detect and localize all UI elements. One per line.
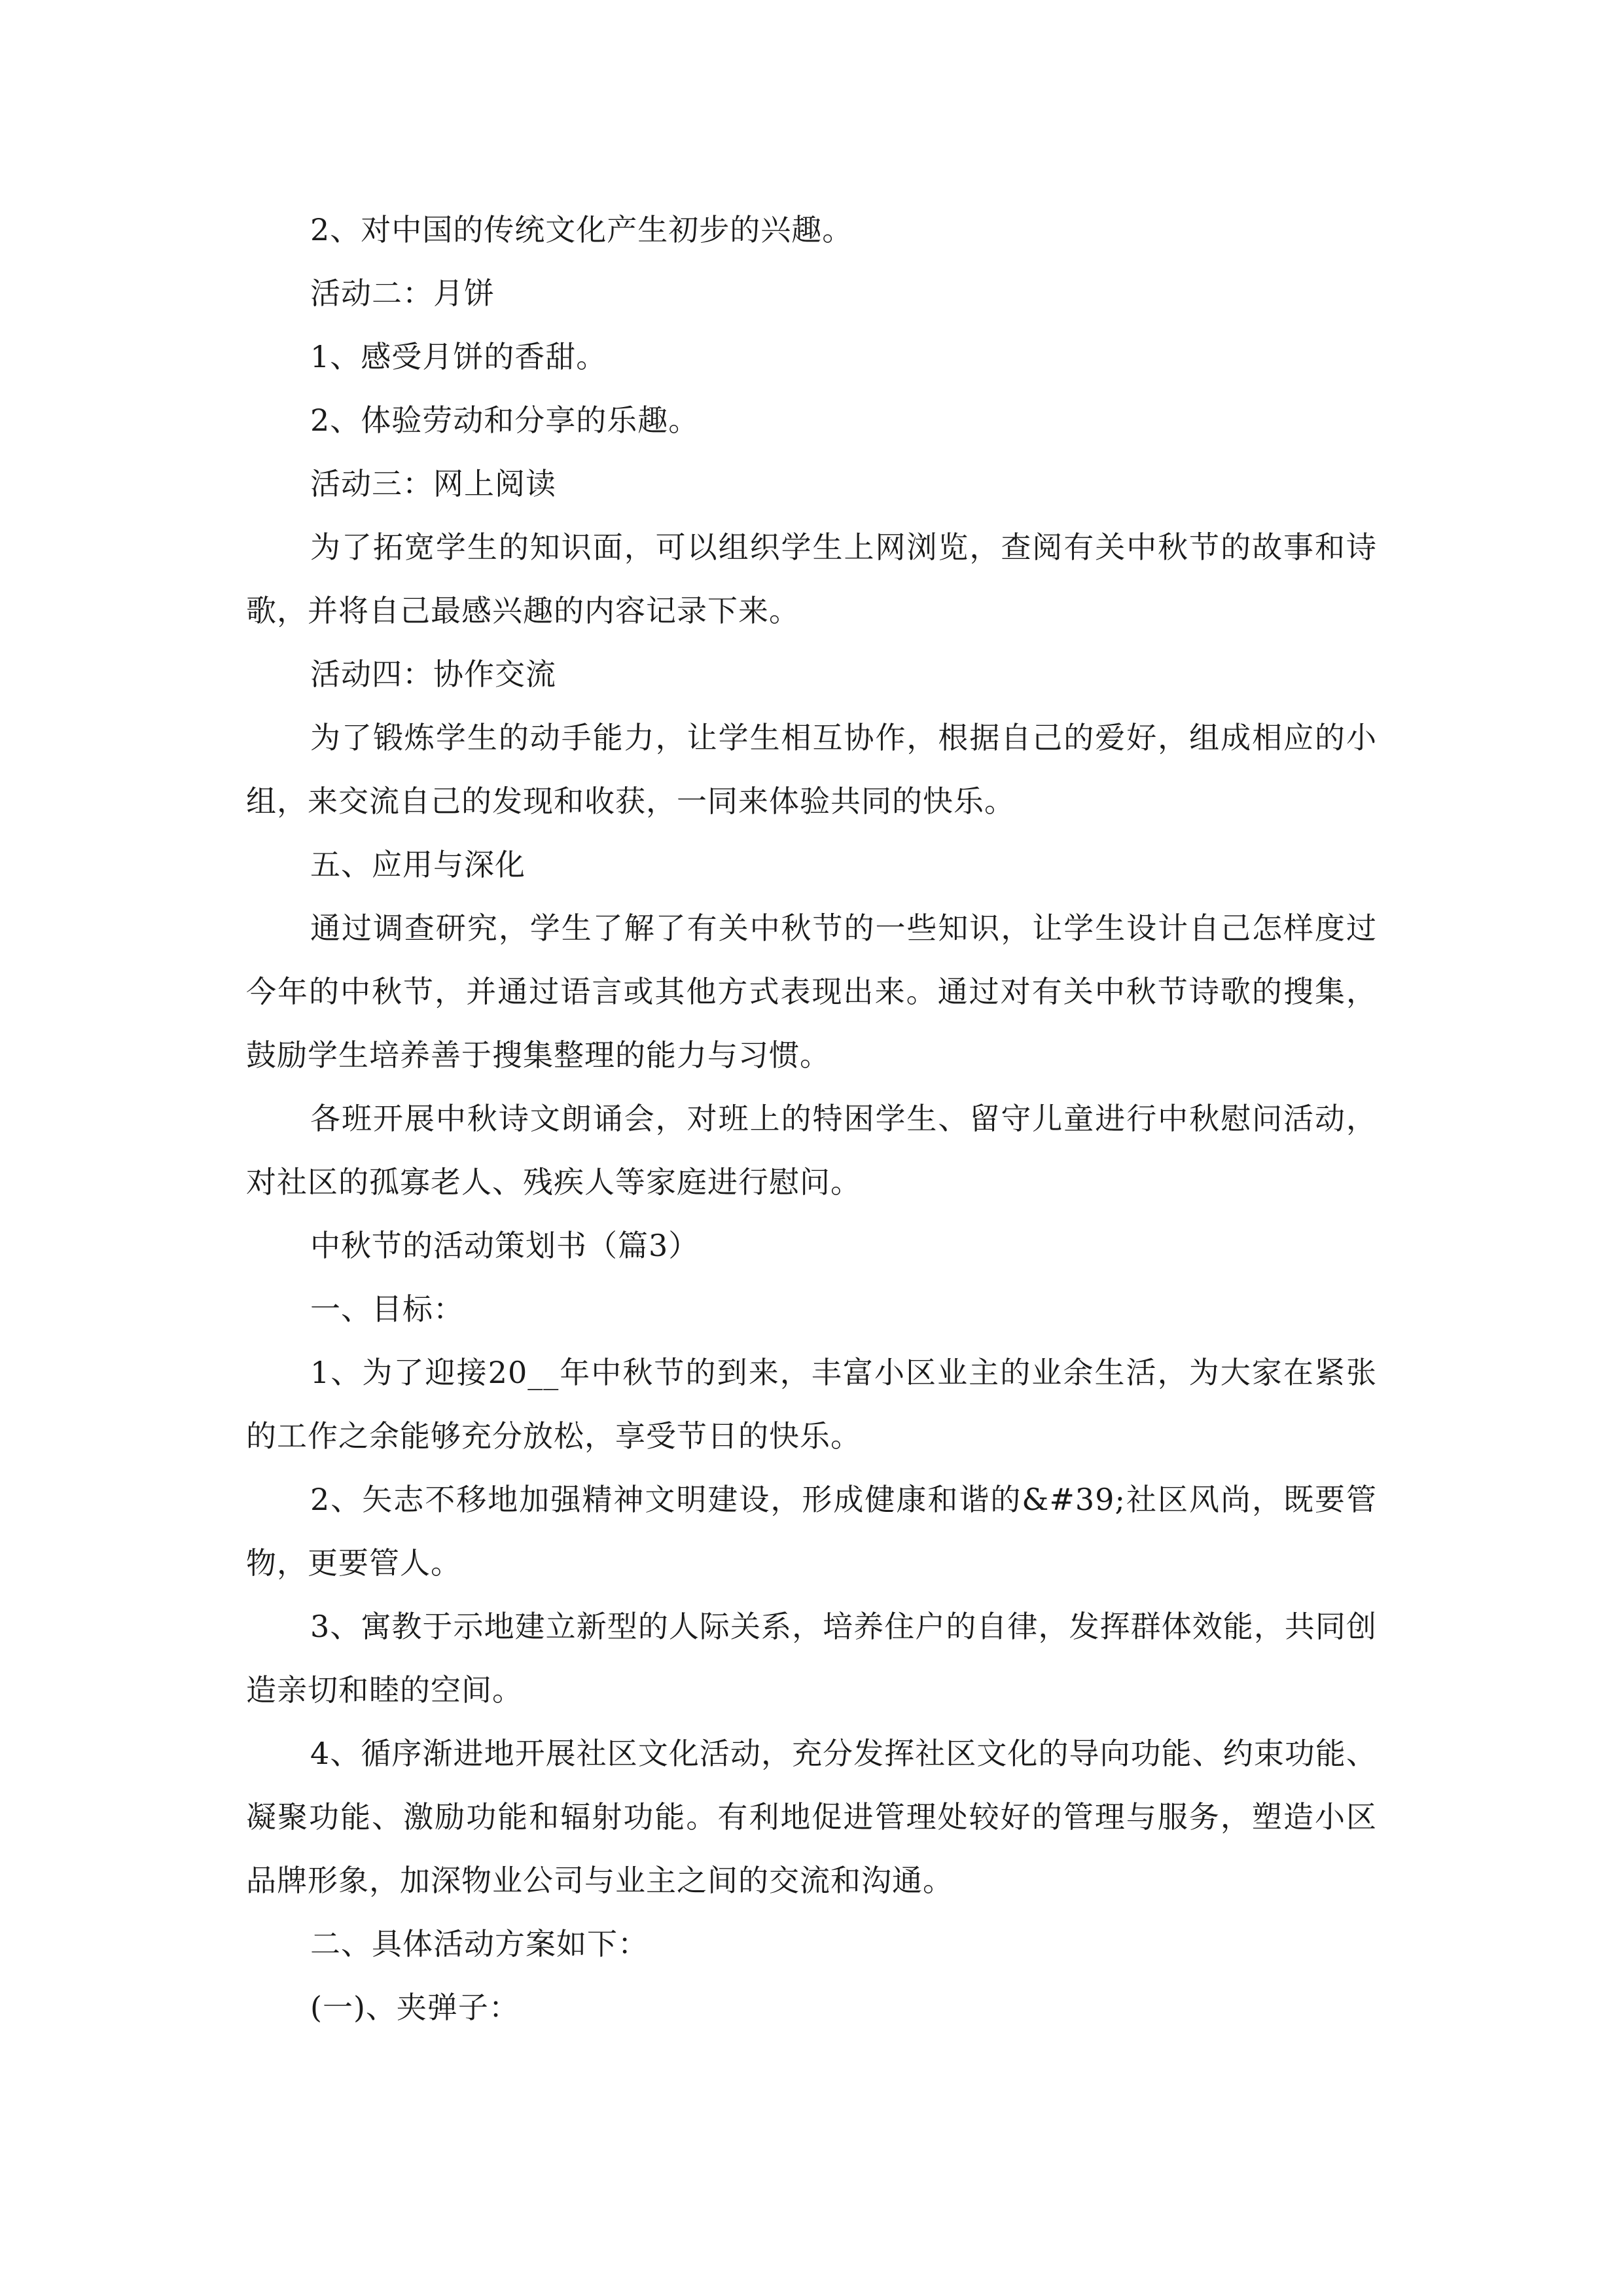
paragraph-13: 一、目标： — [310, 1291, 464, 1327]
paragraph-9: 五、应用与深化 — [310, 847, 526, 882]
paragraph-8: 为了锻炼学生的动手能力，让学生相互协作，根据自己的爱好，组成相应的小组，来交流自己的发现和收获，一同来体验共同的快乐。 — [246, 720, 1377, 819]
paragraph-16: 3、寓教于示地建立新型的人际关系，培养住户的自律，发挥群体效能，共同创造亲切和睦的空间。 — [246, 1609, 1377, 1708]
paragraph-18: 二、具体活动方案如下： — [310, 1926, 649, 1962]
paragraph-12: 中秋节的活动策划书（篇3） — [310, 1228, 700, 1263]
paragraph-6: 为了拓宽学生的知识面，可以组织学生上网浏览，查阅有关中秋节的故事和诗歌，并将自己最感兴趣的内容记录下来。 — [246, 529, 1377, 628]
paragraph-14: 1、为了迎接20__年中秋节的到来，丰富小区业主的业余生活，为大家在紧张的工作之余能够充分放松，享受节日的快乐。 — [246, 1355, 1377, 1454]
paragraph-2: 活动二：月饼 — [310, 276, 495, 311]
paragraph-7: 活动四：协作交流 — [310, 656, 556, 692]
paragraph-1: 2、对中国的传统文化产生初步的兴趣。 — [310, 212, 853, 247]
paragraph-17: 4、循序渐进地开展社区文化活动，充分发挥社区文化的导向功能、约束功能、凝聚功能、激励功能和辐射功能。有利地促进管理处较好的管理与服务，塑造小区品牌形象，加深物业公司与业主之间的交流和沟通。 — [246, 1736, 1377, 1898]
paragraph-5: 活动三：网上阅读 — [310, 466, 556, 501]
paragraph-15: 2、矢志不移地加强精神文明建设，形成健康和谐的&#39;社区风尚，既要管物，更要管人。 — [246, 1482, 1377, 1581]
paragraph-10: 通过调查研究，学生了解了有关中秋节的一些知识，让学生设计自己怎样度过今年的中秋节，并通过语言或其他方式表现出来。通过对有关中秋节诗歌的搜集，鼓励学生培养善于搜集整理的能力与习惯。 — [246, 910, 1377, 1073]
paragraph-3: 1、感受月饼的香甜。 — [310, 339, 607, 374]
paragraph-11: 各班开展中秋诗文朗诵会，对班上的特困学生、留守儿童进行中秋慰问活动，对社区的孤寡老人、残疾人等家庭进行慰问。 — [246, 1101, 1377, 1200]
paragraph-4: 2、体验劳动和分享的乐趣。 — [310, 403, 700, 438]
paragraph-19: (一)、夹弹子： — [310, 1990, 520, 2025]
